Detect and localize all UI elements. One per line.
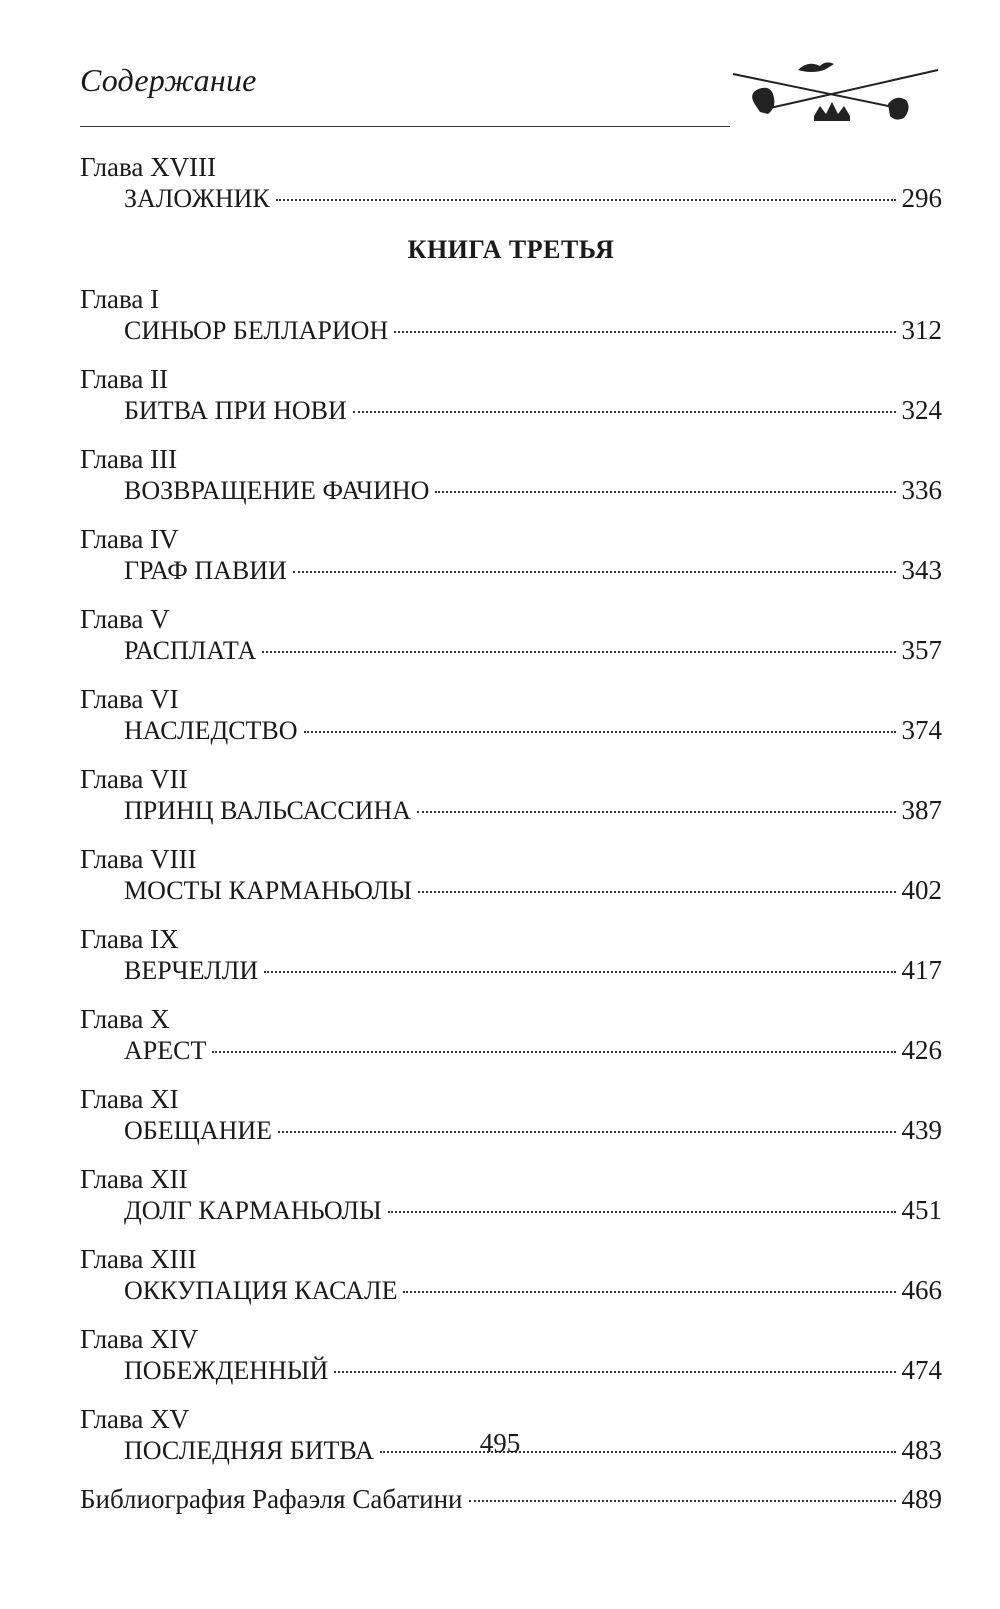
- chapter-title-line: [124, 955, 942, 986]
- chapter-label: Глава IX: [80, 924, 179, 954]
- toc-entry: [80, 764, 942, 826]
- header-rule: [80, 126, 730, 127]
- dot-leader: [212, 1051, 895, 1053]
- chapter-title: ОБЕЩАНИЕ: [124, 1116, 273, 1145]
- bibliography-title: Библиография Рафаэля Сабатини: [80, 1484, 463, 1514]
- crossed-swords-eagle-crown-icon: [728, 56, 943, 136]
- chapter-title: ДОЛГ КАРМАНЬОЛЫ: [124, 1196, 382, 1225]
- toc-entry: [80, 684, 942, 746]
- dot-leader: [278, 1131, 895, 1133]
- page-number: 374: [901, 715, 942, 745]
- dot-leader: [353, 411, 896, 413]
- page-number: 417: [901, 955, 942, 985]
- chapter-label: Глава IV: [80, 524, 179, 554]
- page-number: 357: [901, 635, 942, 665]
- toc-entry: [80, 1244, 942, 1306]
- chapter-label: Глава XIV: [80, 1324, 199, 1354]
- dot-leader: [304, 731, 896, 733]
- chapter-label: Глава I: [80, 284, 160, 314]
- table-of-contents: [80, 152, 942, 1515]
- chapter-title: ПРИНЦ ВАЛЬСАССИНА: [124, 796, 412, 825]
- page-number: 336: [901, 475, 942, 505]
- dot-leader: [293, 571, 896, 573]
- chapter-label: Глава XII: [80, 1164, 188, 1194]
- toc-entry: [80, 284, 942, 346]
- bibliography-entry: [80, 1484, 942, 1515]
- chapter-label: Глава VII: [80, 764, 188, 794]
- chapter-label: Глава X: [80, 1004, 170, 1034]
- page-number: 483: [901, 1435, 942, 1465]
- chapter-title-line: [124, 635, 942, 666]
- chapter-title-line: [124, 715, 942, 746]
- chapter-title-line: [124, 475, 942, 506]
- chapter-title-line: [124, 395, 942, 426]
- chapter-label: Глава II: [80, 364, 169, 394]
- page-number: 296: [901, 183, 942, 213]
- page-number: 387: [901, 795, 942, 825]
- page-number: 324: [901, 395, 942, 425]
- page-number: 466: [901, 1275, 942, 1305]
- page-number: 343: [901, 555, 942, 585]
- chapter-label: Глава XI: [80, 1084, 179, 1114]
- page-folio: 495: [479, 1428, 521, 1458]
- chapter-label: Глава XVIII: [80, 152, 217, 182]
- chapter-label: Глава VIII: [80, 844, 197, 874]
- chapter-title-line: [124, 315, 942, 346]
- dot-leader: [388, 1211, 896, 1213]
- dot-leader: [276, 199, 896, 201]
- dot-leader: [334, 1371, 895, 1373]
- toc-entry: [80, 1324, 942, 1386]
- chapter-title: МОСТЫ КАРМАНЬОЛЫ: [124, 876, 412, 905]
- page-number: 489: [901, 1484, 942, 1514]
- chapter-title: ПОСЛЕДНЯЯ БИТВА: [124, 1436, 374, 1465]
- chapter-title: ВЕРЧЕЛЛИ: [124, 956, 259, 985]
- page-number: 312: [901, 315, 942, 345]
- chapter-title: ЗАЛОЖНИК: [124, 184, 270, 213]
- chapter-title: РАСПЛАТА: [124, 636, 257, 665]
- dot-leader: [418, 891, 896, 893]
- dot-leader: [394, 331, 895, 333]
- chapter-title-line: [124, 795, 942, 826]
- toc-entry: [80, 364, 942, 426]
- page-number: 451: [901, 1195, 942, 1225]
- toc-entry: [80, 1084, 942, 1146]
- chapter-title-line: [124, 555, 942, 586]
- chapter-title: ГРАФ ПАВИИ: [124, 556, 287, 585]
- page-number: 426: [901, 1035, 942, 1065]
- page-number: 402: [901, 875, 942, 905]
- chapter-title: ВОЗВРАЩЕНИЕ ФАЧИНО: [124, 476, 430, 505]
- dot-leader: [262, 651, 895, 653]
- chapter-label: Глава XIII: [80, 1244, 197, 1274]
- chapter-title: БИТВА ПРИ НОВИ: [124, 396, 347, 425]
- toc-entry: [80, 444, 942, 506]
- chapter-label: Глава III: [80, 444, 178, 474]
- toc-entry: [80, 604, 942, 666]
- chapter-title-line: [124, 183, 942, 214]
- chapter-title-line: [124, 1275, 942, 1306]
- page-number: 439: [901, 1115, 942, 1145]
- chapter-title: ОККУПАЦИЯ КАСАЛЕ: [124, 1276, 398, 1305]
- dot-leader: [403, 1291, 895, 1293]
- toc-entry: [80, 524, 942, 586]
- chapter-label: Глава V: [80, 604, 170, 634]
- chapter-title-line: [124, 875, 942, 906]
- toc-entries-list: [80, 284, 942, 1466]
- chapter-label: Глава XV: [80, 1404, 190, 1434]
- dot-leader: [469, 1500, 896, 1502]
- toc-entry: [80, 924, 942, 986]
- chapter-title: ПОБЕЖДЕННЫЙ: [124, 1356, 329, 1385]
- chapter-title: НАСЛЕДСТВО: [124, 716, 298, 745]
- chapter-title-line: [124, 1115, 942, 1146]
- toc-entry: [80, 1164, 942, 1226]
- dot-leader: [435, 491, 895, 493]
- chapter-title-line: [124, 1035, 942, 1066]
- toc-entry: [80, 844, 942, 906]
- page-number: 474: [901, 1355, 942, 1385]
- running-header-title: Содержание: [80, 62, 257, 98]
- dot-leader: [417, 811, 895, 813]
- book-heading: КНИГА ТРЕТЬЯ: [407, 235, 615, 264]
- chapter-title-line: [124, 1355, 942, 1386]
- chapter-title: СИНЬОР БЕЛЛАРИОН: [124, 316, 389, 345]
- chapter-label: Глава VI: [80, 684, 179, 714]
- chapter-title-line: [124, 1195, 942, 1226]
- chapter-title: АРЕСТ: [124, 1036, 207, 1065]
- toc-entry: [80, 1004, 942, 1066]
- dot-leader: [264, 971, 895, 973]
- toc-entry: [80, 152, 942, 214]
